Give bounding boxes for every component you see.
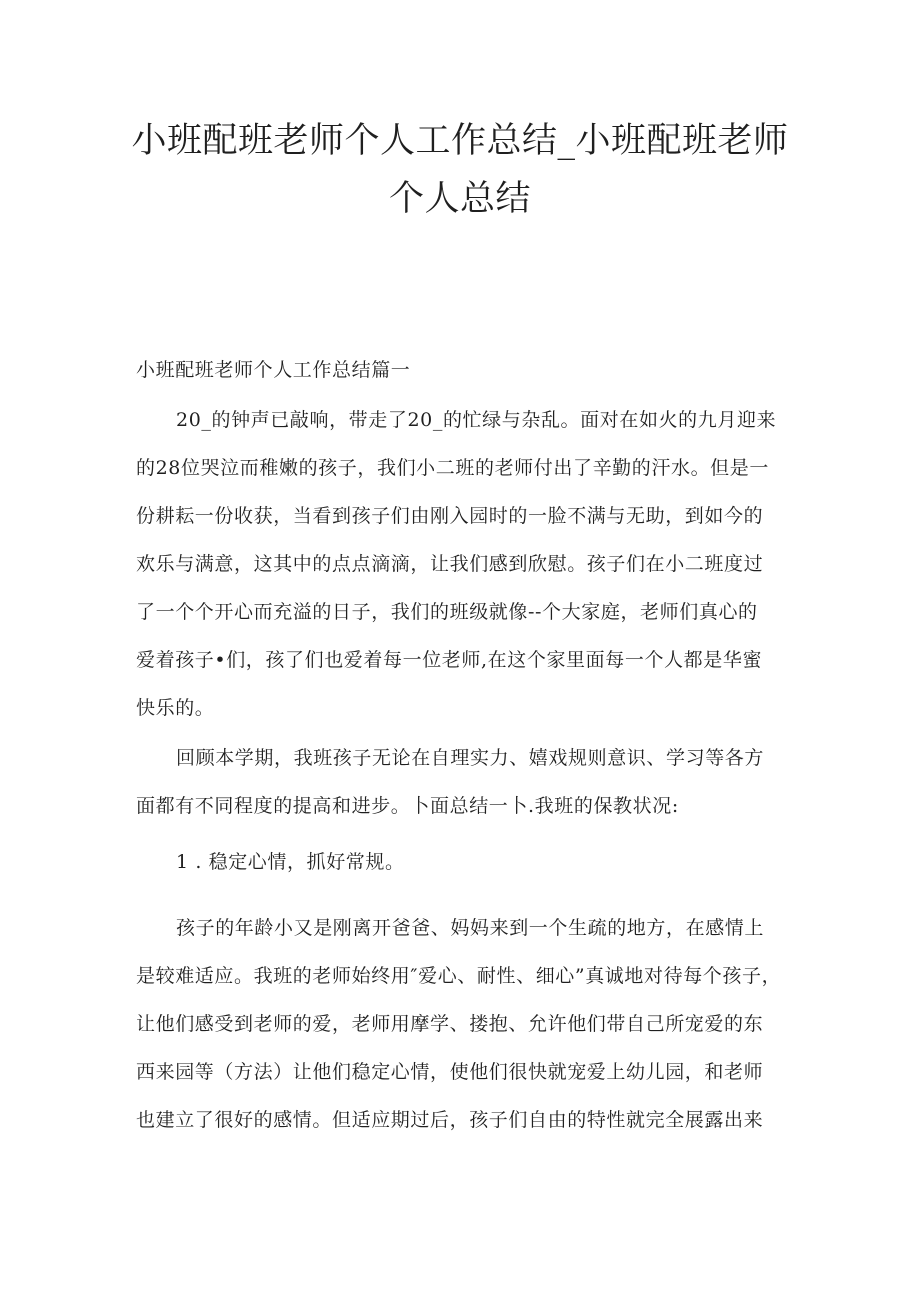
text-line: 20_的钟声已敲响，带走了20_的忙绿与杂乱。面对在如火的九月迎来 [176, 409, 777, 431]
text-line: 面都有不同程度的提高和进步。卜面总结一卜.我班的保教状况: [136, 795, 679, 817]
text-line: 让他们感受到老师的爱，老师用摩学、搂抱、允许他们带自己所宠爱的东 [136, 1013, 764, 1035]
text-line: 孩子的年龄小又是刚离开爸爸、妈妈来到一个生疏的地方，在感情上 [176, 917, 765, 939]
title-line: 小班配班老师个人工作总结_小班配班老师 [131, 121, 789, 161]
text-line: 份耕耘一份收获，当看到孩子们由刚入园时的一脸不满与无助，到如今的 [136, 505, 764, 527]
section-heading: 小班配班老师个人工作总结篇一 [136, 359, 411, 381]
text-line: 1 . 稳定心情，抓好常规。 [176, 851, 405, 873]
text-line: 也建立了很好的感情。但适应期过后，孩子们自由的特性就完全展露出来 [136, 1109, 764, 1131]
text-line: 的28位哭泣而稚嫩的孩子，我们小二班的老师付出了辛勤的汗水。但是一 [136, 457, 769, 479]
text-line: 爱着孩子•们，孩了们也爱着每一位老师,在这个家里面每一个人都是华蜜 [136, 649, 763, 671]
text-line: 是较难适应。我班的老师始终用″爱心、耐性、细心”真诚地对待每个孩子， [136, 965, 782, 987]
paragraph-2 [136, 734, 796, 830]
title-line: 个人总结 [388, 179, 531, 219]
list-item [136, 838, 796, 886]
text-line: 西来园等（方法）让他们稳定心情，使他们很快就宠爱上幼儿园，和老师 [136, 1061, 764, 1083]
paragraph-1 [136, 396, 796, 732]
text-line: 回顾本学期，我班孩子无论在自理实力、嬉戏规则意识、学习等各方 [176, 747, 765, 769]
text-line: 欢乐与满意，这其中的点点滴滴，让我们感到欣慰。孩子们在小二班度过 [136, 553, 764, 575]
document-title [100, 112, 820, 228]
text-line: 快乐的。 [136, 697, 215, 719]
paragraph-3 [136, 904, 796, 1144]
text-line: 了一个个开心而充溢的日子，我们的班级就像--个大家庭，老师们真心的 [136, 601, 758, 623]
